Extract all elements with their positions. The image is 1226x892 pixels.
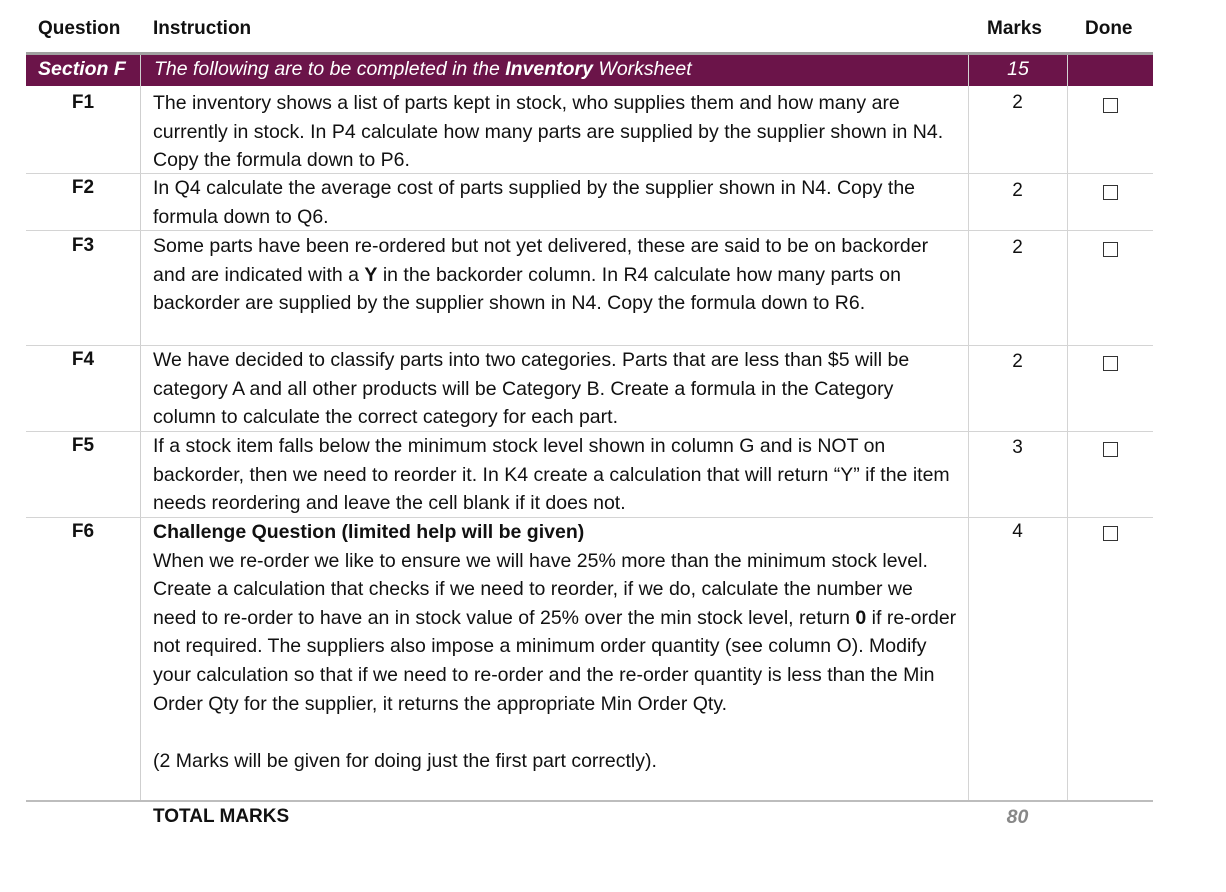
question-text: We have decided to classify parts into two categories. Parts that are less than $5 will be category A and all other products will be Category B. Create a formula in the Category column to calculate the correct category for each part. bbox=[153, 349, 910, 429]
question-id: F4 bbox=[71, 349, 95, 370]
question-marks: 4 bbox=[1012, 521, 1023, 542]
column-separator bbox=[1067, 55, 1068, 800]
question-id: F3 bbox=[71, 235, 95, 256]
total-marks-label: TOTAL MARKS bbox=[153, 806, 290, 827]
header-question: Question bbox=[38, 18, 121, 39]
question-text: Some parts have been re-ordered but not yet delivered, these are said to be on backorder and are indicated with a Y in the backorder column. In R4 calculate how many parts on backorder are supplied by the supplier shown in N4. Copy the formula down to R6. bbox=[153, 235, 929, 315]
question-text: If a stock item falls below the minimum stock level shown in column G and is NOT on backorder, then we need to reorder it. In K4 create a calculation that will return “Y” if the item needs reordering and leave the cell blank if it does not. bbox=[153, 435, 950, 515]
question-marks: 3 bbox=[1012, 437, 1023, 458]
question-id: F2 bbox=[71, 177, 95, 198]
header-marks: Marks bbox=[987, 18, 1042, 39]
done-checkbox[interactable] bbox=[1103, 98, 1118, 113]
done-checkbox[interactable] bbox=[1103, 442, 1118, 457]
section-label: Section F bbox=[38, 58, 126, 80]
question-text: The inventory shows a list of parts kept in stock, who supplies them and how many are currently in stock. In P4 calculate how many parts are supplied by the supplier shown in N4. Copy the formula down to P6. bbox=[153, 92, 944, 172]
column-separator bbox=[968, 55, 969, 800]
done-checkbox[interactable] bbox=[1103, 185, 1118, 200]
challenge-title: Challenge Question (limited help will be given) bbox=[153, 521, 585, 543]
header-instruction: Instruction bbox=[153, 18, 252, 39]
question-text: In Q4 calculate the average cost of parts supplied by the supplier shown in N4. Copy the formula down to Q6. bbox=[153, 177, 916, 228]
done-checkbox[interactable] bbox=[1103, 526, 1118, 541]
section-bar bbox=[26, 55, 1153, 86]
question-marks: 2 bbox=[1012, 92, 1023, 113]
done-checkbox[interactable] bbox=[1103, 356, 1118, 371]
question-id: F6 bbox=[71, 521, 95, 542]
question-marks: 2 bbox=[1012, 351, 1023, 372]
question-id: F1 bbox=[71, 92, 95, 113]
column-separator bbox=[140, 55, 141, 800]
header-done: Done bbox=[1085, 18, 1133, 39]
question-marks: 2 bbox=[1012, 237, 1023, 258]
section-marks: 15 bbox=[1007, 58, 1029, 80]
section-instruction: The following are to be completed in the Inventory Worksheet bbox=[154, 58, 692, 80]
challenge-note: (2 Marks will be given for doing just the first part correctly). bbox=[153, 749, 657, 772]
total-marks-value: 80 bbox=[1006, 806, 1029, 828]
question-id: F5 bbox=[71, 435, 95, 456]
done-checkbox[interactable] bbox=[1103, 242, 1118, 257]
table-bottom-divider bbox=[26, 800, 1153, 802]
question-text: Challenge Question (limited help will be given) When we re-order we like to ensure we will have 25% more than the minimum stock level. Create a calculation that checks if we need to reorder, if we do, calculate the number we need to re-order to have an in stock value of 25% over the min stock level, return 0 if re-order not required. The suppliers also impose a minimum order quantity (see column O). Modify your calculation so that if we need to re-order and the re-order quantity is less than the Min Order Qty for the supplier, it returns the appropriate Min Order Qty. (2 Marks will be given for doing just the first part correctly). bbox=[153, 518, 961, 775]
question-marks: 2 bbox=[1012, 180, 1023, 201]
